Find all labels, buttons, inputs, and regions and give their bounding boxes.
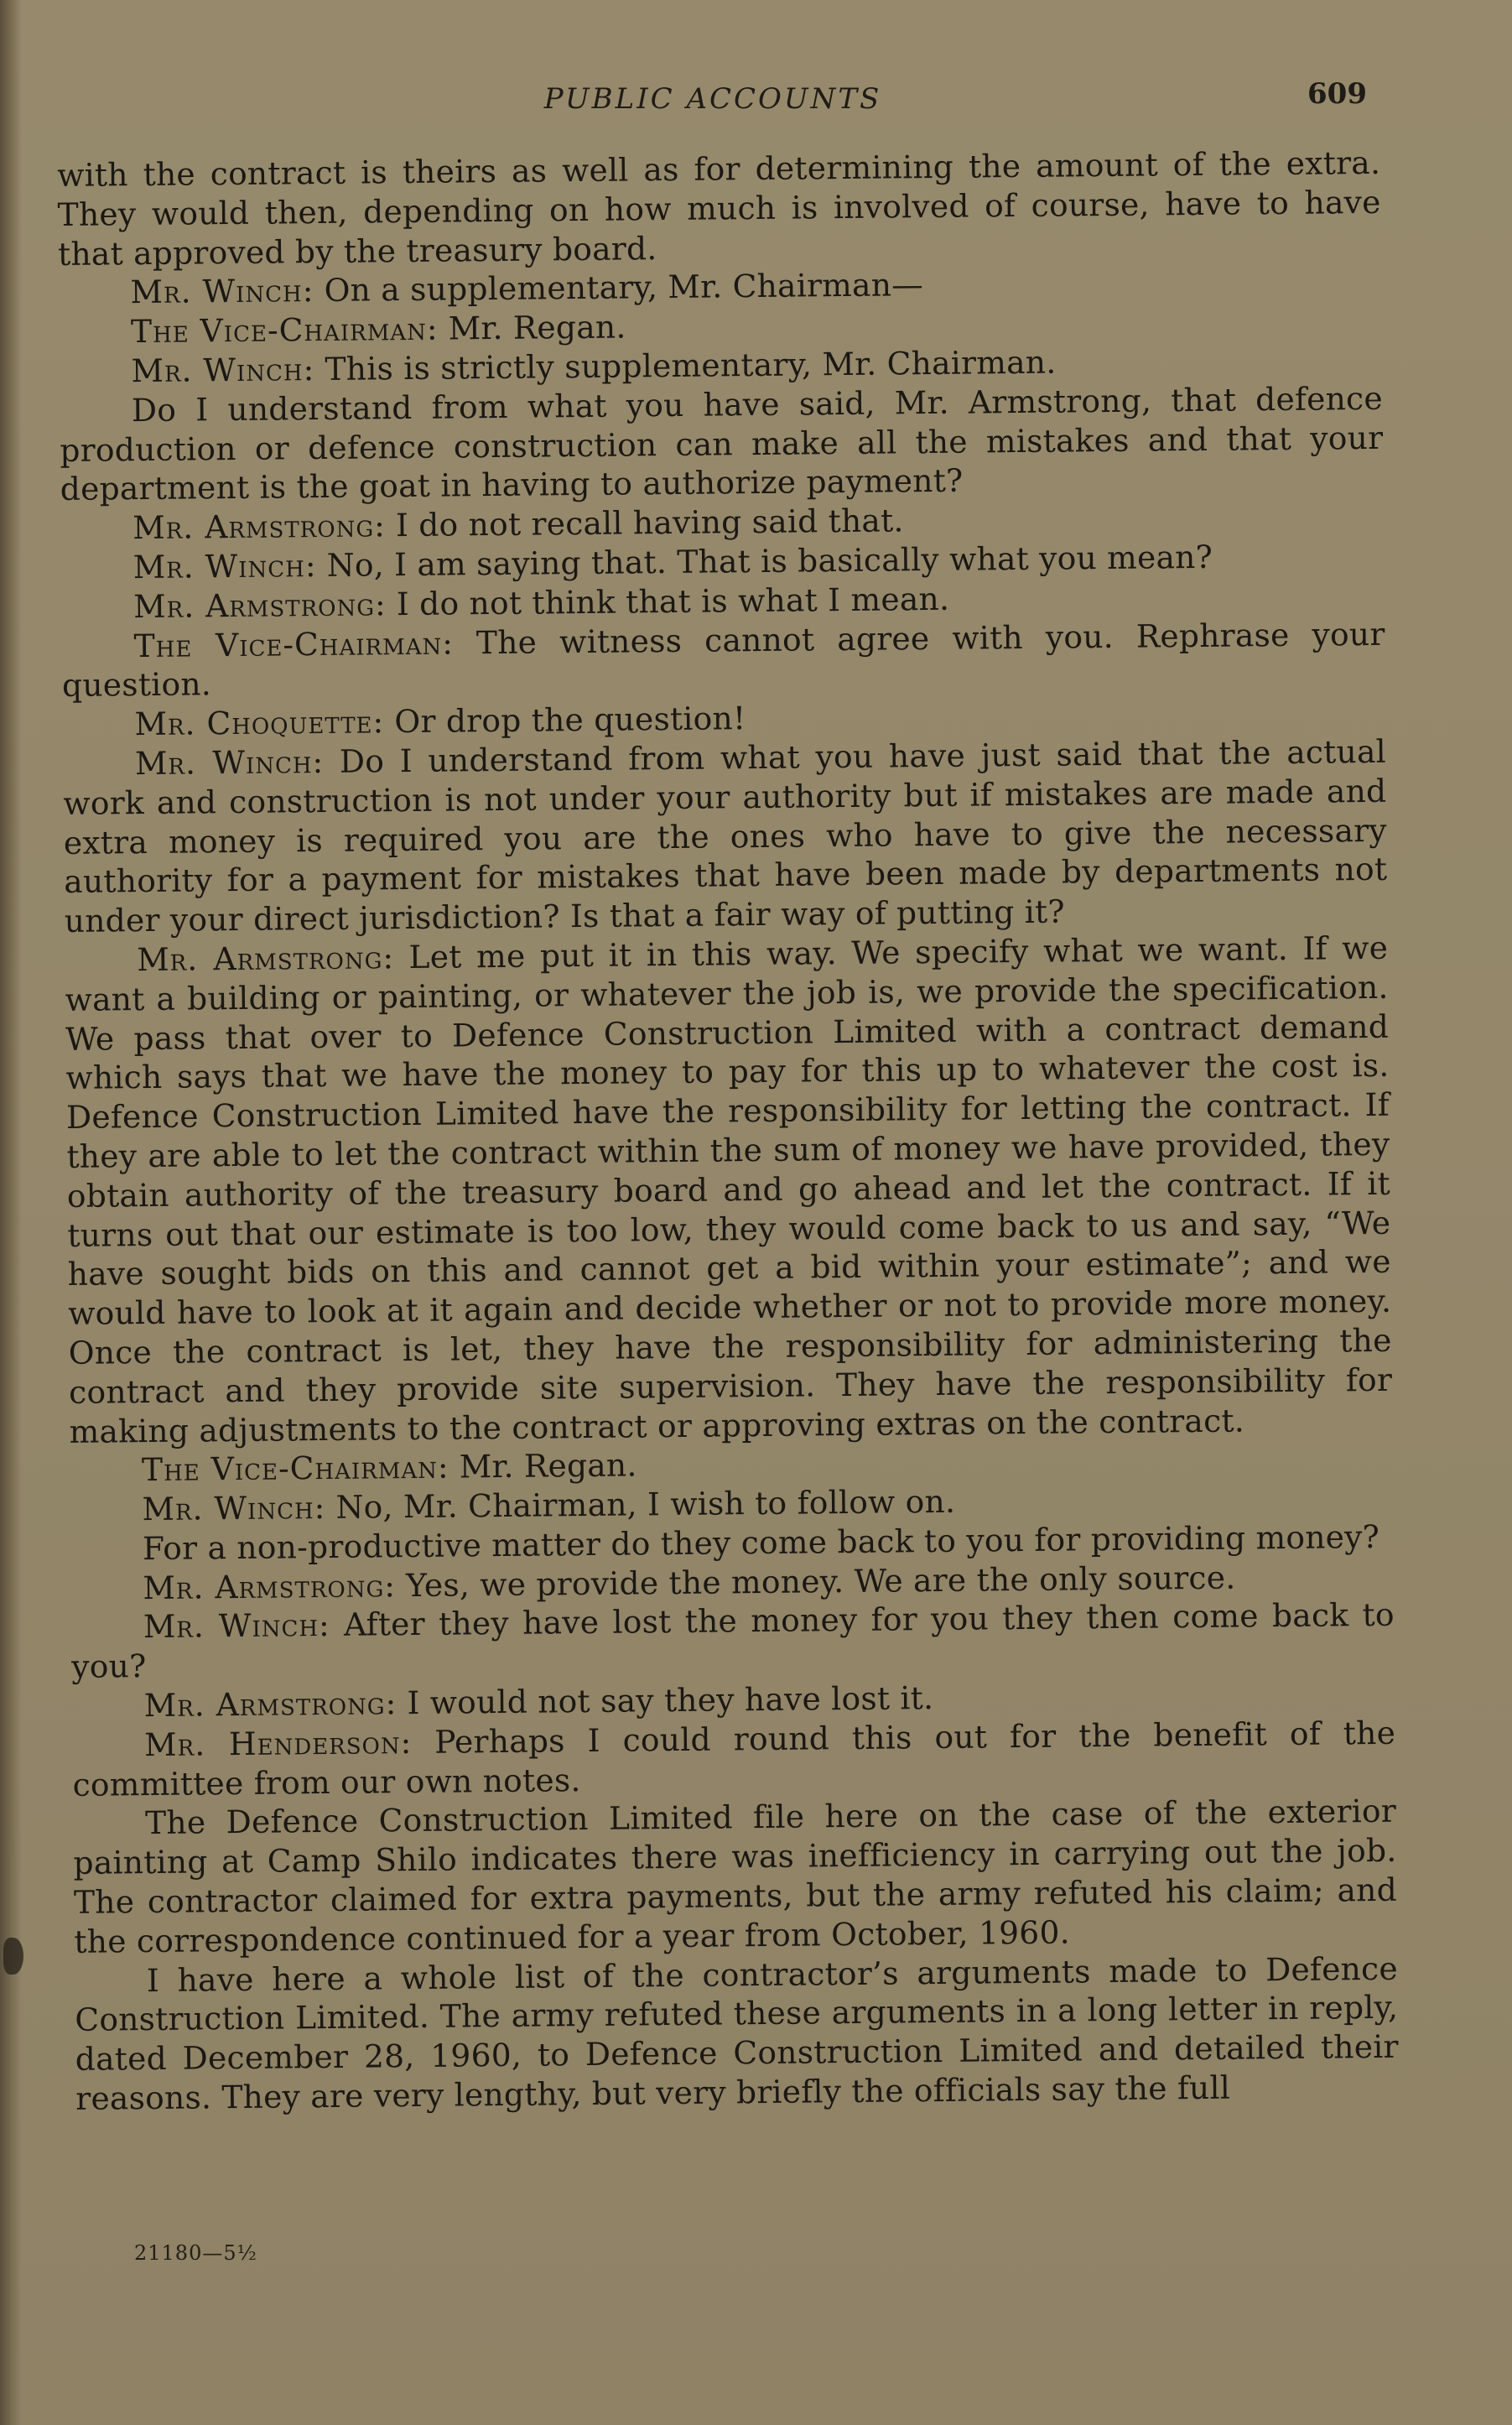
paragraph <box>75 1949 1400 2118</box>
paragraph-text: On a supplementary, Mr. Chairman— <box>324 266 924 310</box>
binding-shadow <box>0 0 22 2425</box>
speaker: The Vice-Chairman: <box>141 1448 449 1489</box>
paragraph-text: No, Mr. Chairman, I wish to follow on. <box>335 1482 956 1526</box>
paragraph-text: Do I understand from what you have said, Mr. Armstrong, that defence production or defence construction can make all the mistakes and that your department is the goat in having to authorize payment? <box>60 379 1384 508</box>
margin-ink-mark <box>3 1938 23 1975</box>
speaker: Mr. Winch: <box>134 742 325 783</box>
speaker: Mr. Armstrong: <box>143 1684 397 1725</box>
paragraph <box>63 732 1388 941</box>
paragraph <box>72 1714 1396 1805</box>
speaker: Mr. Winch: <box>132 547 317 586</box>
speaker: Mr. Winch: <box>143 1606 330 1646</box>
paragraph <box>57 143 1381 274</box>
speaker: Mr. Henderson: <box>143 1723 413 1763</box>
speaker: Mr. Armstrong: <box>132 585 387 625</box>
speaker: Mr. Winch: <box>142 1489 326 1528</box>
paragraph-text: After they have lost the money for you they then come back to you? <box>71 1596 1395 1686</box>
speaker: Mr. Winch: <box>131 351 315 390</box>
paragraph-text: I do not think that is what I mean. <box>396 580 950 622</box>
paragraph-text: No, I am saying that. That is basically what you mean? <box>326 538 1213 584</box>
speaker: Mr. Choquette: <box>134 703 385 743</box>
paragraph-text: Mr. Regan. <box>448 308 626 347</box>
paragraph-text: Let me put it in this way. We specify what we want. If we want a building or painting, or whatever the job is, we provide the specification. We pass that over to Defence Construction Limited with a contract demand which says that we have the money to pay for this up to whatever the cost is. Defence Construction Limited have the responsibility for letting the contract. If they are able to let the contract within the sum of money we have provided, they obtain authority of the treasury board and go ahead and let the contract. If it turns out that our estimate is too low, they would come back to us and say, “We have sought bids on this and cannot get a bid within your estimate”; and we would have to look at it again and decide whether or not to provide more money. Once the contract is let, they have the responsibility for administering the contract and they provide site supervision. They have the responsibility for making adjustments to the contract or approving extras on the contract. <box>65 929 1393 1450</box>
paragraph-text: I would not say they have lost it. <box>407 1679 934 1722</box>
paragraph-text: Do I understand from what you have just said that the actual work and construction is not under your authority but if mistakes are made and extra money is required you are the ones who have to give the necessary authority for a payment for mistakes that have been made by departments not under your direct jurisdiction? Is that a fair way of putting it? <box>63 732 1388 940</box>
paragraph-text: Yes, we provide the money. We are the only source. <box>405 1559 1236 1604</box>
body-text <box>57 143 1399 2119</box>
paragraph-text: Mr. Regan. <box>459 1446 637 1486</box>
paragraph <box>61 614 1385 705</box>
paragraph <box>71 1595 1395 1687</box>
speaker: Mr. Armstrong: <box>143 1566 397 1606</box>
paragraph-text: This is strictly supplementary, Mr. Chairman. <box>325 343 1057 388</box>
paragraph-text: Perhaps I could round this out for the benefit of the committee from our own notes. <box>72 1714 1396 1803</box>
paragraph-text: I have here a whole list of the contractor’s arguments made to Defence Construction Limited. The army refuted these arguments in a long letter in reply, dated December 28, 1960, to Defence Construction Limited and detailed their reasons. They are very lengthy, but very briefly the officials say the full <box>75 1949 1399 2117</box>
page-header <box>59 77 1367 133</box>
speaker: The Vice-Chairman: <box>133 624 455 664</box>
speaker: Mr. Winch: <box>130 272 314 311</box>
running-head: PUBLIC ACCOUNTS <box>543 82 882 116</box>
speaker: Mr. Armstrong: <box>132 507 386 547</box>
speaker: Mr. Armstrong: <box>136 939 395 979</box>
paragraph-text: with the contract is theirs as well as for determining the amount of the extra. They would then, depending on how much is involved of course, have to have that approved by the treasury board. <box>57 143 1381 273</box>
paragraph-text: I do not recall having said that. <box>395 502 904 544</box>
paragraph-text: Or drop the question! <box>394 700 746 741</box>
page-number: 609 <box>1307 77 1367 111</box>
paragraph <box>73 1792 1398 1961</box>
paragraph-text: The witness cannot agree with you. Rephrase your question. <box>61 615 1385 705</box>
paragraph-text: For a non-productive matter do they come back to you for providing money? <box>142 1517 1380 1567</box>
paragraph <box>60 379 1384 510</box>
speaker: The Vice-Chairman: <box>130 310 439 351</box>
printer-signature: 21180—5½ <box>134 2241 257 2265</box>
paragraph <box>65 929 1393 1451</box>
paragraph-text: The Defence Construction Limited file here on the case of the exterior painting at Camp Shilo indicates there was inefficiency in carrying out the job. The contractor claimed for extra payments, but the army refuted his claim; and the correspondence continued for a year from October, 1960. <box>73 1793 1398 1960</box>
